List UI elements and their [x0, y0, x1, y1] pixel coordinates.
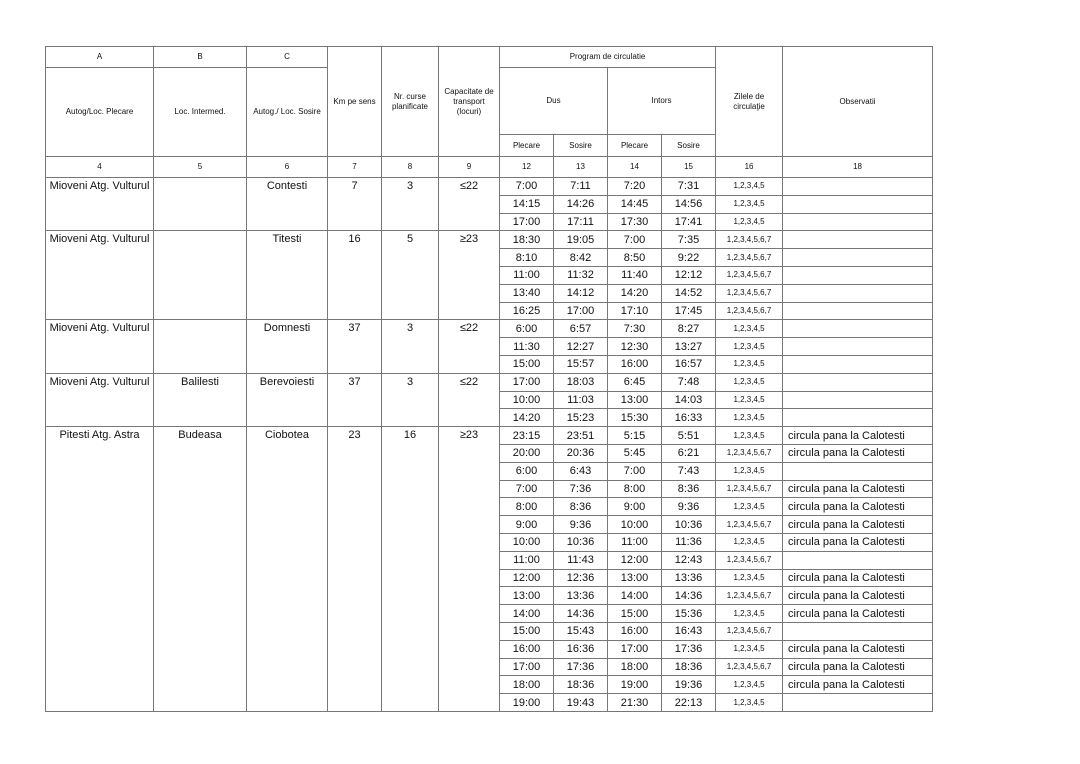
operating-days: 1,2,3,4,5 [716, 640, 783, 658]
route-trips: 3 [382, 320, 439, 373]
header-program: Program de circulatie [500, 47, 716, 68]
operating-days: 1,2,3,4,5 [716, 195, 783, 213]
route-capacity: ≤22 [439, 320, 500, 373]
dus-departure: 17:00 [500, 658, 554, 676]
intors-departure: 11:00 [608, 533, 662, 551]
operating-days: 1,2,3,4,5 [716, 569, 783, 587]
dus-departure: 17:00 [500, 213, 554, 231]
table-body [46, 178, 933, 712]
route-km: 37 [328, 320, 382, 373]
intors-arrival: 18:36 [662, 658, 716, 676]
dus-arrival: 14:12 [554, 284, 608, 302]
col-letter-c: C [247, 47, 328, 68]
intors-arrival: 17:45 [662, 302, 716, 320]
intors-departure: 6:45 [608, 373, 662, 391]
route-trips: 3 [382, 178, 439, 231]
col-number: 14 [608, 157, 662, 178]
col-number: 12 [500, 157, 554, 178]
intors-departure: 18:00 [608, 658, 662, 676]
route-capacity: ≤22 [439, 178, 500, 231]
observation: circula pana la Calotesti [783, 427, 933, 445]
intors-departure: 14:00 [608, 587, 662, 605]
intors-departure: 17:30 [608, 213, 662, 231]
observation: circula pana la Calotesti [783, 569, 933, 587]
observation: circula pana la Calotesti [783, 516, 933, 534]
dus-arrival: 15:23 [554, 409, 608, 427]
operating-days: 1,2,3,4,5,6,7 [716, 284, 783, 302]
route-trips: 3 [382, 373, 439, 426]
intors-departure: 17:00 [608, 640, 662, 658]
header-trips: Nr. curse planificate [382, 47, 439, 157]
operating-days: 1,2,3,4,5,6,7 [716, 480, 783, 498]
dus-arrival: 9:36 [554, 516, 608, 534]
intors-departure: 7:00 [608, 462, 662, 480]
route-destination: Titesti [247, 231, 328, 320]
dus-departure: 14:20 [500, 409, 554, 427]
operating-days: 1,2,3,4,5 [716, 498, 783, 516]
dus-departure: 17:00 [500, 373, 554, 391]
observation [783, 178, 933, 196]
intors-departure: 9:00 [608, 498, 662, 516]
intors-arrival: 13:27 [662, 338, 716, 356]
intors-arrival: 17:36 [662, 640, 716, 658]
dus-departure: 8:10 [500, 249, 554, 267]
dus-departure: 18:00 [500, 676, 554, 694]
observation: circula pana la Calotesti [783, 587, 933, 605]
intors-departure: 14:45 [608, 195, 662, 213]
operating-days: 1,2,3,4,5 [716, 462, 783, 480]
observation [783, 338, 933, 356]
observation [783, 195, 933, 213]
operating-days: 1,2,3,4,5 [716, 605, 783, 623]
dus-arrival: 11:32 [554, 266, 608, 284]
dus-departure: 11:00 [500, 551, 554, 569]
col-number: 5 [154, 157, 247, 178]
route-intermediate [154, 320, 247, 373]
table-header [46, 47, 933, 178]
intors-arrival: 22:13 [662, 694, 716, 712]
col-number: 18 [783, 157, 933, 178]
intors-departure: 21:30 [608, 694, 662, 712]
dus-arrival: 14:36 [554, 605, 608, 623]
route-intermediate [154, 231, 247, 320]
header-dus: Dus [500, 68, 608, 135]
route-origin: Mioveni Atg. Vulturul [46, 178, 154, 231]
dus-departure: 15:00 [500, 355, 554, 373]
observation [783, 266, 933, 284]
route-intermediate [154, 178, 247, 231]
header-km: Km pe sens [328, 47, 382, 157]
intors-departure: 5:45 [608, 444, 662, 462]
intors-departure: 13:00 [608, 569, 662, 587]
observation [783, 320, 933, 338]
route-origin: Mioveni Atg. Vulturul [46, 373, 154, 426]
header-intermediate: Loc. Intermed. [154, 68, 247, 157]
intors-departure: 15:00 [608, 605, 662, 623]
observation [783, 213, 933, 231]
dus-departure: 19:00 [500, 694, 554, 712]
route-capacity: ≥23 [439, 231, 500, 320]
observation: circula pana la Calotesti [783, 605, 933, 623]
operating-days: 1,2,3,4,5,6,7 [716, 587, 783, 605]
operating-days: 1,2,3,4,5 [716, 676, 783, 694]
intors-departure: 5:15 [608, 427, 662, 445]
dus-departure: 12:00 [500, 569, 554, 587]
dus-arrival: 17:00 [554, 302, 608, 320]
observation: circula pana la Calotesti [783, 480, 933, 498]
route-km: 7 [328, 178, 382, 231]
observation: circula pana la Calotesti [783, 640, 933, 658]
observation [783, 694, 933, 712]
observation [783, 409, 933, 427]
intors-arrival: 16:43 [662, 622, 716, 640]
col-number: 8 [382, 157, 439, 178]
intors-arrival: 12:12 [662, 266, 716, 284]
col-letter-a: A [46, 47, 154, 68]
table-row [46, 373, 933, 391]
intors-arrival: 14:36 [662, 587, 716, 605]
intors-arrival: 17:41 [662, 213, 716, 231]
intors-departure: 7:20 [608, 178, 662, 196]
dus-arrival: 7:36 [554, 480, 608, 498]
dus-arrival: 20:36 [554, 444, 608, 462]
intors-arrival: 8:36 [662, 480, 716, 498]
dus-departure: 6:00 [500, 320, 554, 338]
intors-arrival: 13:36 [662, 569, 716, 587]
operating-days: 1,2,3,4,5,6,7 [716, 551, 783, 569]
table-row [46, 178, 933, 196]
intors-arrival: 12:43 [662, 551, 716, 569]
dus-departure: 6:00 [500, 462, 554, 480]
dus-arrival: 18:03 [554, 373, 608, 391]
observation [783, 622, 933, 640]
operating-days: 1,2,3,4,5 [716, 320, 783, 338]
intors-departure: 7:00 [608, 231, 662, 249]
intors-departure: 13:00 [608, 391, 662, 409]
operating-days: 1,2,3,4,5 [716, 409, 783, 427]
intors-departure: 8:50 [608, 249, 662, 267]
dus-arrival: 13:36 [554, 587, 608, 605]
route-trips: 5 [382, 231, 439, 320]
dus-departure: 20:00 [500, 444, 554, 462]
operating-days: 1,2,3,4,5,6,7 [716, 516, 783, 534]
intors-arrival: 16:57 [662, 355, 716, 373]
dus-departure: 14:00 [500, 605, 554, 623]
table-row [46, 320, 933, 338]
dus-departure: 18:30 [500, 231, 554, 249]
operating-days: 1,2,3,4,5 [716, 213, 783, 231]
intors-arrival: 14:56 [662, 195, 716, 213]
header-intors-sosire: Sosire [662, 135, 716, 157]
dus-arrival: 15:43 [554, 622, 608, 640]
dus-arrival: 10:36 [554, 533, 608, 551]
dus-departure: 23:15 [500, 427, 554, 445]
intors-departure: 7:30 [608, 320, 662, 338]
observation [783, 249, 933, 267]
col-number: 7 [328, 157, 382, 178]
route-destination: Berevoiesti [247, 373, 328, 426]
column-number-row [46, 157, 933, 178]
intors-arrival: 9:22 [662, 249, 716, 267]
route-km: 37 [328, 373, 382, 426]
dus-departure: 15:00 [500, 622, 554, 640]
dus-arrival: 6:43 [554, 462, 608, 480]
intors-arrival: 5:51 [662, 427, 716, 445]
col-number: 15 [662, 157, 716, 178]
observation: circula pana la Calotesti [783, 498, 933, 516]
intors-departure: 16:00 [608, 622, 662, 640]
route-km: 16 [328, 231, 382, 320]
route-destination: Contesti [247, 178, 328, 231]
route-capacity: ≥23 [439, 427, 500, 712]
dus-arrival: 16:36 [554, 640, 608, 658]
observation: circula pana la Calotesti [783, 444, 933, 462]
dus-arrival: 11:03 [554, 391, 608, 409]
operating-days: 1,2,3,4,5,6,7 [716, 266, 783, 284]
observation [783, 284, 933, 302]
observation [783, 302, 933, 320]
dus-arrival: 19:05 [554, 231, 608, 249]
dus-arrival: 19:43 [554, 694, 608, 712]
intors-departure: 15:30 [608, 409, 662, 427]
col-number: 6 [247, 157, 328, 178]
dus-departure: 11:30 [500, 338, 554, 356]
dus-departure: 10:00 [500, 533, 554, 551]
dus-arrival: 12:36 [554, 569, 608, 587]
intors-arrival: 14:52 [662, 284, 716, 302]
dus-arrival: 15:57 [554, 355, 608, 373]
route-origin: Mioveni Atg. Vulturul [46, 231, 154, 320]
dus-arrival: 11:43 [554, 551, 608, 569]
intors-departure: 17:10 [608, 302, 662, 320]
intors-arrival: 11:36 [662, 533, 716, 551]
dus-departure: 9:00 [500, 516, 554, 534]
dus-departure: 8:00 [500, 498, 554, 516]
intors-arrival: 7:48 [662, 373, 716, 391]
operating-days: 1,2,3,4,5,6,7 [716, 249, 783, 267]
intors-arrival: 16:33 [662, 409, 716, 427]
header-capacity: Capacitate de transport (locuri) [439, 47, 500, 157]
operating-days: 1,2,3,4,5,6,7 [716, 658, 783, 676]
observation [783, 391, 933, 409]
operating-days: 1,2,3,4,5 [716, 533, 783, 551]
header-dus-sosire: Sosire [554, 135, 608, 157]
col-letter-b: B [154, 47, 247, 68]
col-number: 9 [439, 157, 500, 178]
header-observations: Observatii [783, 47, 933, 157]
intors-departure: 12:30 [608, 338, 662, 356]
dus-departure: 16:25 [500, 302, 554, 320]
route-trips: 16 [382, 427, 439, 712]
dus-arrival: 8:36 [554, 498, 608, 516]
schedule-table [45, 46, 933, 712]
table-row [46, 231, 933, 249]
intors-departure: 19:00 [608, 676, 662, 694]
observation [783, 231, 933, 249]
operating-days: 1,2,3,4,5 [716, 391, 783, 409]
dus-departure: 10:00 [500, 391, 554, 409]
dus-departure: 13:40 [500, 284, 554, 302]
table-row [46, 427, 933, 445]
observation: circula pana la Calotesti [783, 676, 933, 694]
dus-arrival: 8:42 [554, 249, 608, 267]
intors-departure: 14:20 [608, 284, 662, 302]
operating-days: 1,2,3,4,5 [716, 338, 783, 356]
route-intermediate: Balilesti [154, 373, 247, 426]
header-origin: Autog/Loc. Plecare [46, 68, 154, 157]
col-number: 13 [554, 157, 608, 178]
intors-arrival: 19:36 [662, 676, 716, 694]
observation [783, 462, 933, 480]
route-destination: Domnesti [247, 320, 328, 373]
intors-departure: 8:00 [608, 480, 662, 498]
col-number: 16 [716, 157, 783, 178]
dus-arrival: 17:36 [554, 658, 608, 676]
dus-arrival: 6:57 [554, 320, 608, 338]
observation [783, 373, 933, 391]
observation [783, 551, 933, 569]
dus-departure: 11:00 [500, 266, 554, 284]
intors-arrival: 15:36 [662, 605, 716, 623]
route-km: 23 [328, 427, 382, 712]
dus-departure: 14:15 [500, 195, 554, 213]
dus-arrival: 7:11 [554, 178, 608, 196]
col-number: 4 [46, 157, 154, 178]
intors-departure: 12:00 [608, 551, 662, 569]
operating-days: 1,2,3,4,5,6,7 [716, 302, 783, 320]
header-intors-plecare: Plecare [608, 135, 662, 157]
header-destination: Autog./ Loc. Sosire [247, 68, 328, 157]
intors-arrival: 6:21 [662, 444, 716, 462]
observation [783, 355, 933, 373]
intors-arrival: 14:03 [662, 391, 716, 409]
intors-arrival: 7:35 [662, 231, 716, 249]
intors-arrival: 8:27 [662, 320, 716, 338]
route-capacity: ≤22 [439, 373, 500, 426]
route-origin: Mioveni Atg. Vulturul [46, 320, 154, 373]
observation: circula pana la Calotesti [783, 658, 933, 676]
header-days: Zilele de circulaţie [716, 47, 783, 157]
operating-days: 1,2,3,4,5 [716, 355, 783, 373]
intors-departure: 11:40 [608, 266, 662, 284]
observation: circula pana la Calotesti [783, 533, 933, 551]
operating-days: 1,2,3,4,5,6,7 [716, 444, 783, 462]
operating-days: 1,2,3,4,5,6,7 [716, 622, 783, 640]
route-destination: Ciobotea [247, 427, 328, 712]
operating-days: 1,2,3,4,5 [716, 178, 783, 196]
dus-departure: 13:00 [500, 587, 554, 605]
intors-arrival: 7:31 [662, 178, 716, 196]
dus-departure: 16:00 [500, 640, 554, 658]
dus-arrival: 12:27 [554, 338, 608, 356]
operating-days: 1,2,3,4,5 [716, 694, 783, 712]
route-intermediate: Budeasa [154, 427, 247, 712]
operating-days: 1,2,3,4,5,6,7 [716, 231, 783, 249]
intors-departure: 16:00 [608, 355, 662, 373]
dus-departure: 7:00 [500, 480, 554, 498]
dus-departure: 7:00 [500, 178, 554, 196]
dus-arrival: 17:11 [554, 213, 608, 231]
operating-days: 1,2,3,4,5 [716, 427, 783, 445]
dus-arrival: 14:26 [554, 195, 608, 213]
route-origin: Pitesti Atg. Astra [46, 427, 154, 712]
dus-arrival: 23:51 [554, 427, 608, 445]
intors-arrival: 9:36 [662, 498, 716, 516]
operating-days: 1,2,3,4,5 [716, 373, 783, 391]
header-dus-plecare: Plecare [500, 135, 554, 157]
intors-departure: 10:00 [608, 516, 662, 534]
header-intors: Intors [608, 68, 716, 135]
intors-arrival: 10:36 [662, 516, 716, 534]
dus-arrival: 18:36 [554, 676, 608, 694]
intors-arrival: 7:43 [662, 462, 716, 480]
